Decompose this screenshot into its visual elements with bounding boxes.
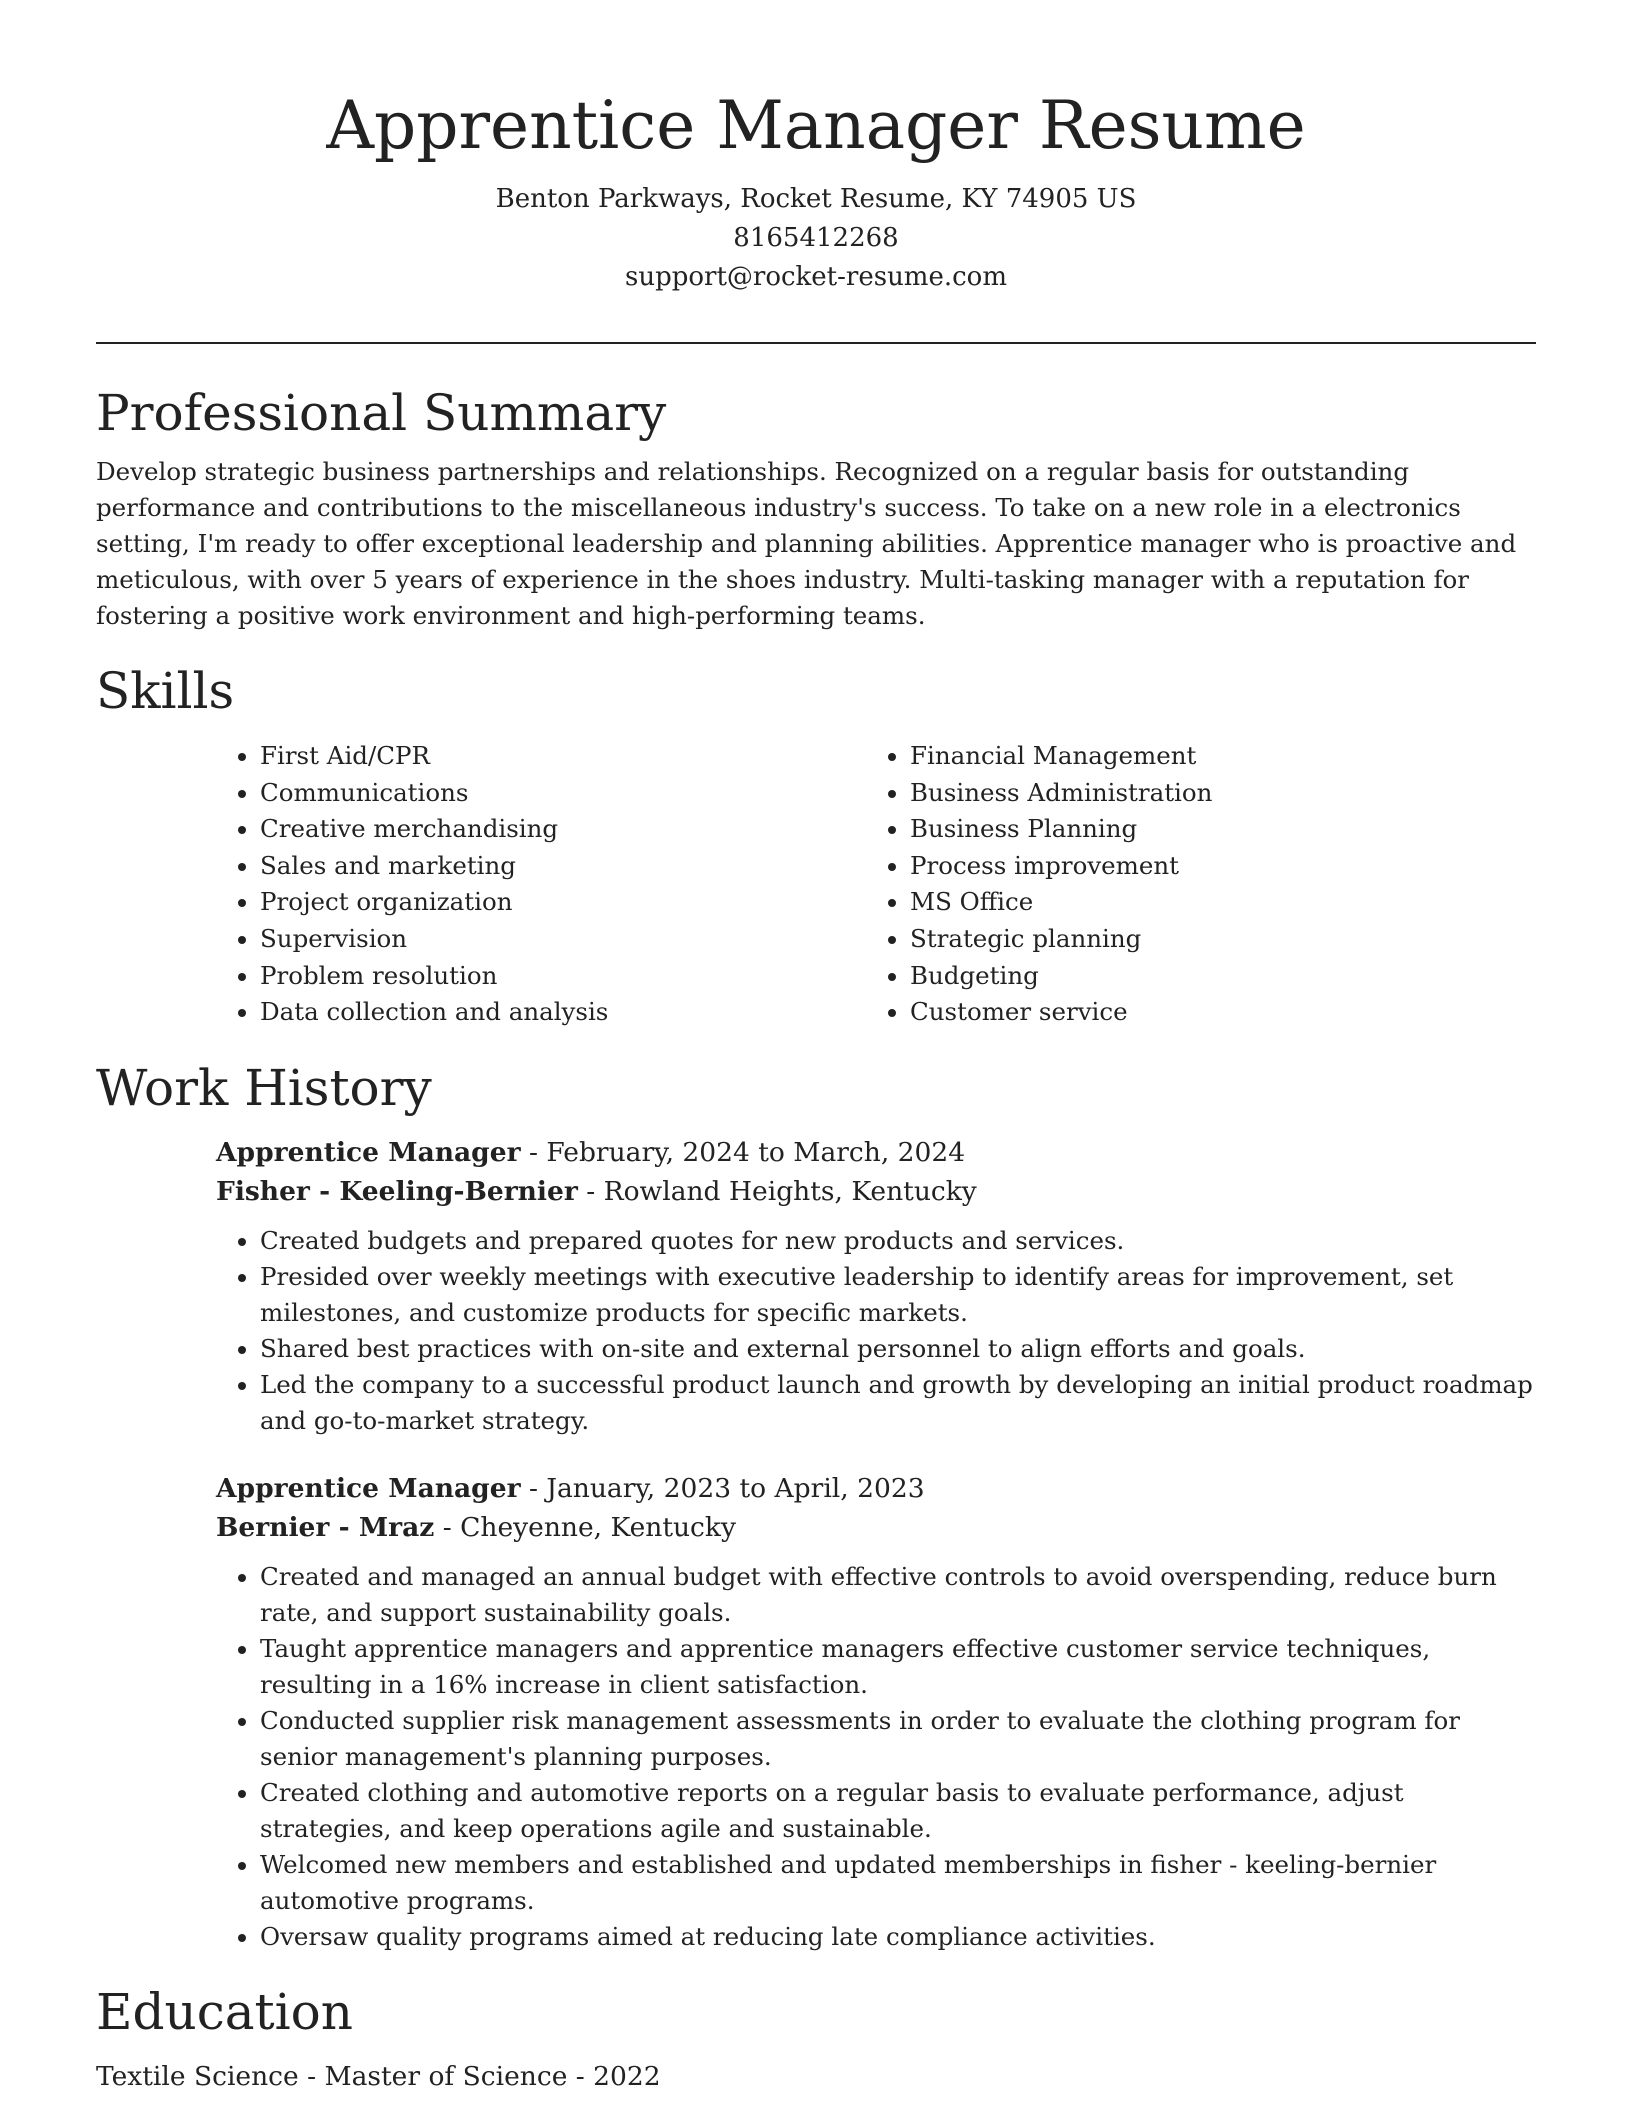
skills-heading: Skills xyxy=(96,662,235,720)
skill-item: • MS Office xyxy=(910,884,1510,921)
job-bullet: • Taught apprentice managers and apprentice managers effective customer service techniques, resulting in a 16% increase in client satisfaction. xyxy=(260,1631,1536,1703)
job-bullet: • Conducted supplier risk management assessments in order to evaluate the clothing program for senior management's planning purposes. xyxy=(260,1703,1536,1775)
skills-list xyxy=(216,738,1536,1031)
skills-column-right xyxy=(866,738,1510,1031)
skill-item: • Problem resolution xyxy=(260,958,866,995)
contact-phone: 8165412268 xyxy=(733,223,899,253)
education-entry: Textile Science - Master of Science - 2022 xyxy=(96,2060,661,2092)
contact-address: Benton Parkways, Rocket Resume, KY 74905 US xyxy=(495,184,1137,214)
job-title-line xyxy=(216,1469,1536,1508)
skill-item: • First Aid/CPR xyxy=(260,738,866,775)
job-entry xyxy=(216,1469,1536,1955)
header-divider xyxy=(96,342,1536,344)
skill-item: • Business Administration xyxy=(910,775,1510,812)
job-role: Apprentice Manager xyxy=(216,1472,521,1504)
resume-title: Apprentice Manager Resume xyxy=(326,87,1306,164)
resume-header xyxy=(0,0,1632,297)
job-bullet: • Created and managed an annual budget with effective controls to avoid overspending, reduce burn rate, and support sustainability goals. xyxy=(260,1559,1536,1631)
summary-heading: Professional Summary xyxy=(96,384,667,442)
skill-item: • Business Planning xyxy=(910,811,1510,848)
contact-email: support@rocket-resume.com xyxy=(624,262,1007,292)
skill-item: • Process improvement xyxy=(910,848,1510,885)
education-heading: Education xyxy=(96,1982,353,2041)
job-title-line xyxy=(216,1133,1536,1172)
skill-item: • Strategic planning xyxy=(910,921,1510,958)
summary-text: Develop strategic business partnerships and relationships. Recognized on a regular basis for outstanding performance and contributions to the miscellaneous industry's success. To take on a new role in a electronics setting, I'm ready to offer exceptional leadership and planning abilities. Apprentice manager who is proactive and meticulous, with over 5 years of experience in the shoes industry. Multi-tasking manager with a reputation for fostering a positive work environment and high-performing teams. xyxy=(96,457,1517,630)
job-bullet: • Welcomed new members and established and updated memberships in fisher - keeling-bernier automotive programs. xyxy=(260,1847,1536,1919)
job-location: - Cheyenne, Kentucky xyxy=(434,1511,736,1543)
job-bullet: • Oversaw quality programs aimed at reducing late compliance activities. xyxy=(260,1919,1536,1955)
job-company-line xyxy=(216,1172,1536,1211)
skill-item: • Financial Management xyxy=(910,738,1510,775)
work-history-heading: Work History xyxy=(96,1058,432,1117)
skill-item: • Creative merchandising xyxy=(260,811,866,848)
skill-item: • Supervision xyxy=(260,921,866,958)
skill-item: • Data collection and analysis xyxy=(260,994,866,1031)
skills-section xyxy=(96,656,1536,1031)
job-bullet: • Created clothing and automotive reports on a regular basis to evaluate performance, adjust strategies, and keep operations agile and sustainable. xyxy=(260,1775,1536,1847)
contact-info xyxy=(0,180,1632,297)
job-bullets xyxy=(216,1223,1536,1439)
job-role: Apprentice Manager xyxy=(216,1136,521,1168)
summary-section xyxy=(96,378,1536,634)
job-company: Fisher - Keeling-Bernier xyxy=(216,1175,578,1207)
skills-column-left xyxy=(216,738,866,1031)
job-location: - Rowland Heights, Kentucky xyxy=(577,1175,977,1207)
job-bullets xyxy=(216,1559,1536,1955)
skill-item: • Sales and marketing xyxy=(260,848,866,885)
job-bullet: • Presided over weekly meetings with executive leadership to identify areas for improvement, set milestones, and customize products for specific markets. xyxy=(260,1259,1536,1331)
skill-item: • Project organization xyxy=(260,884,866,921)
job-company-line xyxy=(216,1508,1536,1547)
job-bullet: • Shared best practices with on-site and external personnel to align efforts and goals. xyxy=(260,1331,1536,1367)
skill-item: • Budgeting xyxy=(910,958,1510,995)
job-dates: - January, 2023 to April, 2023 xyxy=(520,1472,925,1504)
job-bullet: • Led the company to a successful product launch and growth by developing an initial product roadmap and go-to-market strategy. xyxy=(260,1367,1536,1439)
resume-content xyxy=(96,378,1536,2096)
skill-item: • Communications xyxy=(260,775,866,812)
work-history-section xyxy=(96,1053,1536,1955)
job-company: Bernier - Mraz xyxy=(216,1511,435,1543)
job-entry xyxy=(216,1133,1536,1439)
job-bullet: • Created budgets and prepared quotes for new products and services. xyxy=(260,1223,1536,1259)
education-section xyxy=(96,1977,1536,2096)
job-dates: - February, 2024 to March, 2024 xyxy=(520,1136,966,1168)
skill-item: • Customer service xyxy=(910,994,1510,1031)
